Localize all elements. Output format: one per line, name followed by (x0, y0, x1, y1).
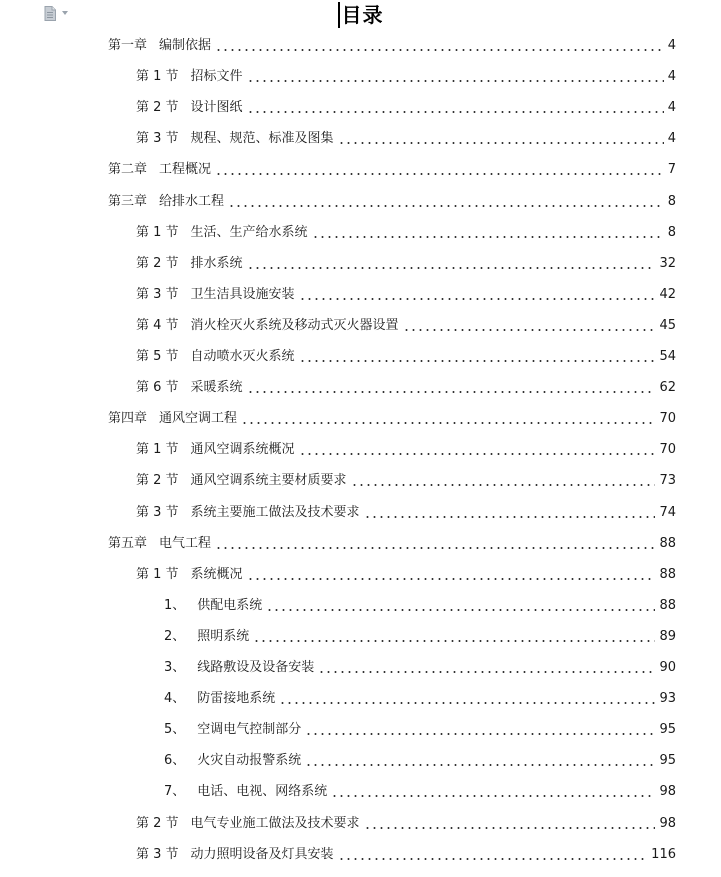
toc-entry-page: 73 (659, 473, 676, 488)
dot-leader (215, 547, 655, 549)
toc-entry[interactable] (136, 378, 676, 398)
dot-leader (312, 236, 664, 238)
toc-entry[interactable] (164, 720, 676, 740)
toc-entry[interactable] (108, 534, 676, 554)
dot-leader (266, 609, 655, 611)
dot-leader (215, 173, 664, 175)
dot-leader (364, 516, 656, 518)
toc-entry-page: 88 (659, 598, 676, 613)
toc-entry[interactable] (136, 503, 676, 523)
dot-leader (228, 205, 664, 207)
dot-leader (299, 360, 656, 362)
toc-entry-page: 70 (659, 411, 676, 426)
dot-leader (331, 795, 655, 797)
dot-leader (253, 640, 655, 642)
toc-entry-page: 45 (659, 318, 676, 333)
toc-entry-title: 排水系统 (190, 256, 243, 271)
toc-entry-number: 第 1 节 (136, 69, 179, 84)
toc-entry[interactable] (136, 67, 676, 87)
toc-entry[interactable] (136, 316, 676, 336)
toc-entry[interactable] (136, 347, 676, 367)
toc-entry[interactable] (136, 565, 676, 585)
toc-entry-page: 74 (659, 505, 676, 520)
toc-entry[interactable] (164, 658, 676, 678)
dot-leader (247, 578, 656, 580)
toc-entry[interactable] (108, 36, 676, 56)
toc-entry-page: 95 (659, 753, 676, 768)
toc-entry[interactable] (136, 471, 676, 491)
toc-entry-title: 生活、生产给水系统 (190, 225, 308, 240)
toc-entry-page: 4 (667, 131, 676, 146)
toc-entry-title: 电气工程 (159, 536, 212, 551)
toc-entry-number: 第 2 节 (136, 256, 179, 271)
toc-entry-title: 线路敷设及设备安装 (197, 660, 315, 675)
toc-entry-title: 设计图纸 (190, 100, 243, 115)
toc-entry-number: 第四章 (108, 411, 148, 426)
dot-leader (247, 111, 664, 113)
toc-entry-number: 3、 (164, 660, 186, 675)
toc-entry-number: 第一章 (108, 38, 148, 53)
toc-entry-page: 90 (659, 660, 676, 675)
toc-entry-title: 通风空调工程 (159, 411, 238, 426)
toc-entry-page: 89 (659, 629, 676, 644)
toc-entry-title: 卫生洁具设施安装 (190, 287, 295, 302)
toc-entry-page: 4 (667, 38, 676, 53)
toc-entry-number: 第三章 (108, 194, 148, 209)
toc-entry-page: 95 (659, 722, 676, 737)
toc-entry[interactable] (136, 845, 676, 865)
dot-leader (338, 142, 664, 144)
toc-entry-number: 第 2 节 (136, 100, 179, 115)
toc-entry-page: 93 (659, 691, 676, 706)
toc-entry-page: 88 (659, 536, 676, 551)
toc-entry-title: 照明系统 (197, 629, 250, 644)
toc-entry[interactable] (108, 160, 676, 180)
toc-entry-title: 工程概况 (159, 162, 212, 177)
toc-entry-title: 招标文件 (190, 69, 243, 84)
toc-entry-title: 系统概况 (190, 567, 243, 582)
toc-entry-number: 第 2 节 (136, 816, 179, 831)
toc-entry-number: 第 3 节 (136, 505, 179, 520)
toc-entry-title: 系统主要施工做法及技术要求 (190, 505, 360, 520)
title-container (0, 2, 721, 28)
toc-entry-page: 42 (659, 287, 676, 302)
toc-entry-title: 空调电气控制部分 (197, 722, 302, 737)
toc-entry-number: 第 6 节 (136, 380, 179, 395)
dot-leader (318, 671, 655, 673)
toc-entry-title: 自动喷水灭火系统 (190, 349, 295, 364)
dot-leader (351, 484, 656, 486)
toc-entry-title: 给排水工程 (159, 194, 225, 209)
toc-entry-page: 62 (659, 380, 676, 395)
toc-entry-page: 116 (651, 847, 676, 862)
toc-entry[interactable] (164, 689, 676, 709)
dot-leader (247, 267, 656, 269)
dot-leader (338, 858, 648, 860)
toc-entry-number: 第 3 节 (136, 131, 179, 146)
toc-entry-title: 防雷接地系统 (197, 691, 276, 706)
toc-entry[interactable] (136, 440, 676, 460)
toc-entry[interactable] (108, 409, 676, 429)
toc-entry-number: 4、 (164, 691, 186, 706)
dot-leader (364, 827, 656, 829)
toc-entry-number: 第 1 节 (136, 567, 179, 582)
dot-leader (305, 764, 655, 766)
toc-entry[interactable] (164, 782, 676, 802)
toc-entry-title: 消火栓灭火系统及移动式灭火器设置 (190, 318, 399, 333)
toc-entry-number: 第 1 节 (136, 442, 179, 457)
toc-entry[interactable] (164, 751, 676, 771)
toc-entry-page: 32 (659, 256, 676, 271)
toc-entry[interactable] (136, 129, 676, 149)
dot-leader (241, 422, 655, 424)
toc-entry-number: 7、 (164, 784, 186, 799)
toc-entry-title: 电气专业施工做法及技术要求 (190, 816, 360, 831)
toc-entry-page: 8 (667, 194, 676, 209)
toc-entry-number: 第五章 (108, 536, 148, 551)
toc-entry-page: 7 (667, 162, 676, 177)
toc-entry-number: 第 2 节 (136, 473, 179, 488)
dot-leader (299, 298, 656, 300)
toc-entry-title: 规程、规范、标准及图集 (190, 131, 334, 146)
toc-entry-title: 动力照明设备及灯具安装 (190, 847, 334, 862)
toc-entry-number: 2、 (164, 629, 186, 644)
page-title: 目录 (338, 2, 384, 28)
dot-leader (299, 453, 656, 455)
toc-entry-title: 采暖系统 (190, 380, 243, 395)
toc-entry-title: 编制依据 (159, 38, 212, 53)
toc-entry-number: 第 5 节 (136, 349, 179, 364)
toc-entry-number: 第二章 (108, 162, 148, 177)
toc-entry[interactable] (136, 223, 676, 243)
toc-entry-page: 88 (659, 567, 676, 582)
dot-leader (247, 391, 656, 393)
toc-entry-title: 火灾自动报警系统 (197, 753, 302, 768)
dot-leader (215, 49, 664, 51)
toc-entry-number: 1、 (164, 598, 186, 613)
toc-entry-page: 70 (659, 442, 676, 457)
toc-entry[interactable] (136, 814, 676, 834)
dot-leader (305, 733, 655, 735)
toc-entry-title: 供配电系统 (197, 598, 263, 613)
toc-entry-title: 电话、电视、网络系统 (197, 784, 328, 799)
toc-entry-page: 98 (659, 784, 676, 799)
toc-entry-page: 98 (659, 816, 676, 831)
toc-entry-number: 5、 (164, 722, 186, 737)
toc-entry[interactable] (136, 285, 676, 305)
toc-entry-title: 通风空调系统主要材质要求 (190, 473, 347, 488)
toc-entry-number: 第 3 节 (136, 287, 179, 302)
toc-entry-number: 第 4 节 (136, 318, 179, 333)
toc-entry[interactable] (136, 254, 676, 274)
toc-entry-page: 54 (659, 349, 676, 364)
toc-entry[interactable] (164, 627, 676, 647)
toc-entry[interactable] (108, 192, 676, 212)
toc-entry-page: 8 (667, 225, 676, 240)
toc-entry[interactable] (136, 98, 676, 118)
toc-entry-title: 通风空调系统概况 (190, 442, 295, 457)
toc-entry-number: 第 1 节 (136, 225, 179, 240)
dot-leader (247, 80, 664, 82)
toc-entry-number: 6、 (164, 753, 186, 768)
toc-entry-page: 4 (667, 69, 676, 84)
toc-entry-number: 第 3 节 (136, 847, 179, 862)
dot-leader (403, 329, 656, 331)
toc-entry[interactable] (164, 596, 676, 616)
toc-entry-page: 4 (667, 100, 676, 115)
dot-leader (279, 702, 655, 704)
